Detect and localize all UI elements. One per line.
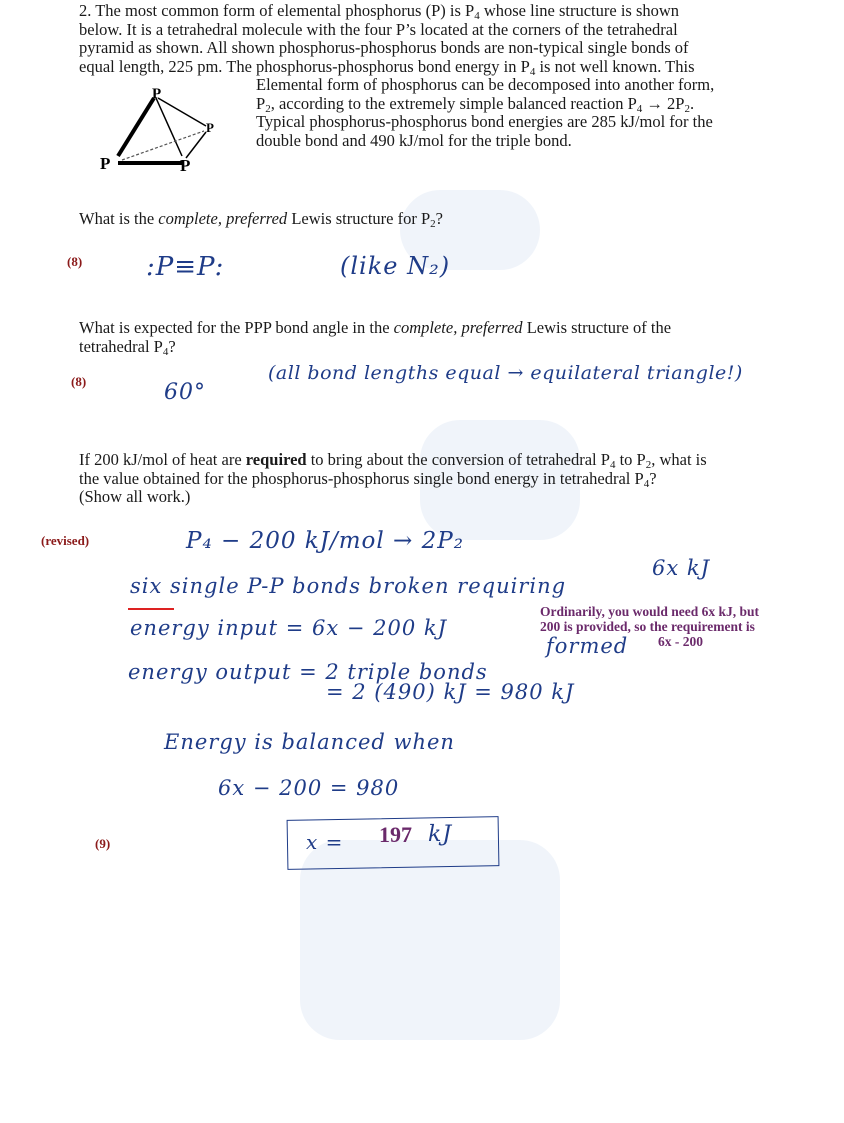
- q-emphasis: complete, preferred: [158, 209, 288, 228]
- subscript: 2: [645, 459, 652, 471]
- subscript: 4: [162, 345, 169, 358]
- scan-tint: [300, 840, 560, 1040]
- work-line-7: 6x − 200 = 980: [218, 776, 400, 800]
- p-label-bottom: P: [180, 156, 191, 175]
- bond-top-bottom: [156, 98, 182, 156]
- final-answer-x: x =: [306, 830, 344, 854]
- question-side-text: [256, 76, 816, 150]
- q-text: If 200 kJ/mol of heat are: [79, 450, 246, 469]
- part-c-points: (9): [95, 836, 111, 851]
- side-line-2-b: , according to the extremely simple balanced reaction P: [270, 93, 637, 113]
- part-a-answer: :P≡P:: [146, 252, 225, 282]
- work-line-1: P₄ − 200 kJ/mol → 2P₂: [186, 528, 464, 554]
- q-text: to P: [615, 450, 646, 469]
- subscript: 4: [643, 477, 650, 490]
- subscript: 2: [430, 218, 436, 230]
- work-line-5: = 2 (490) kJ = 980 kJ: [326, 680, 575, 704]
- p-label-right: P: [206, 120, 214, 135]
- q-text: tetrahedral P: [79, 336, 163, 356]
- p-label-left: P: [100, 154, 111, 173]
- intro-line-4-tail: is not well known. This: [535, 56, 695, 76]
- subscript: 2: [265, 102, 271, 115]
- part-a-note: (like N₂): [340, 252, 451, 280]
- side-line-2-c: → 2P: [642, 93, 685, 113]
- p-label-top: P: [152, 86, 162, 102]
- q-text: Lewis structure of the: [522, 318, 672, 337]
- part-a-points: (8): [67, 254, 83, 269]
- question-number: 2.: [79, 1, 92, 20]
- q-text: (Show all work.): [79, 487, 191, 506]
- q-text: ?: [168, 336, 176, 356]
- part-b-question: [79, 319, 809, 356]
- p4-tetrahedron-structure: [98, 84, 228, 176]
- work-line-2: six single P-P bonds broken requiring: [130, 574, 567, 598]
- intro-line-3: pyramid as shown. All shown phosphorus-phosphorus bonds are non-typical single bonds of: [79, 38, 689, 57]
- q-text: Lewis structure for P: [287, 209, 431, 228]
- question-intro: [79, 2, 819, 76]
- q-text: to bring about the conversion of tetrahedral P: [306, 450, 610, 469]
- subscript: 4: [474, 10, 480, 22]
- part-b-note: (all bond lengths equal → equilateral triangle!): [268, 362, 743, 384]
- final-answer-value: 197: [379, 822, 412, 847]
- bond-left-right-back: [122, 131, 204, 160]
- q-bold: required: [245, 450, 307, 469]
- q-text: What is the: [79, 209, 159, 228]
- side-line-2-d: .: [689, 93, 695, 113]
- subscript: 2: [684, 102, 690, 115]
- note-line: 6x - 200: [658, 634, 703, 649]
- subscript: 4: [529, 65, 536, 78]
- q-text: ?: [649, 468, 657, 488]
- q-text: , what is: [651, 450, 707, 469]
- subscript: 4: [636, 102, 643, 115]
- side-line-2-a: P: [256, 93, 266, 113]
- subscript: 4: [609, 459, 616, 471]
- note-line: 200 is provided, so the requirement is: [540, 619, 755, 634]
- bond-top-left: [118, 98, 154, 156]
- part-a-question: [79, 210, 443, 229]
- work-line-6: Energy is balanced when: [164, 730, 455, 754]
- part-b-answer: 60°: [164, 380, 206, 405]
- q-text: What is expected for the PPP bond angle in the: [79, 318, 394, 337]
- intro-line-1-tail: whose line structure is shown: [479, 1, 680, 20]
- side-line-4: double bond and 490 kJ/mol for the triple bond.: [256, 130, 572, 150]
- part-c-revised-label: (revised): [41, 533, 90, 548]
- work-line-2b: 6x kJ: [652, 556, 711, 580]
- work-line-4: energy output = 2 triple bonds: [128, 660, 488, 684]
- work-line-3: energy input = 6x − 200 kJ: [130, 616, 448, 640]
- bond-top-right: [158, 98, 206, 126]
- work-line-3b: formed: [546, 634, 629, 658]
- part-c-question: [79, 451, 809, 507]
- q-text: ?: [435, 209, 443, 228]
- q-emphasis: complete, preferred: [393, 318, 523, 337]
- note-line: Ordinarily, you would need 6x kJ, but: [540, 604, 760, 619]
- intro-line-4: equal length, 225 pm. The phosphorus-phosphorus bond energy in P: [79, 56, 530, 76]
- final-answer-unit: kJ: [428, 822, 453, 847]
- side-line-3: Typical phosphorus-phosphorus bond energies are 285 kJ/mol for the: [256, 112, 713, 131]
- side-line-1: Elemental form of phosphorus can be decomposed into another form,: [256, 75, 715, 94]
- intro-line-2: below. It is a tetrahedral molecule with the four P’s located at the corners of the tetrahedral: [79, 19, 678, 39]
- intro-line-1: The most common form of elemental phosphorus (P) is P: [95, 1, 475, 20]
- six-underline: [128, 608, 174, 610]
- part-b-points: (8): [71, 374, 87, 389]
- q-text: the value obtained for the phosphorus-phosphorus single bond energy in tetrahedral P: [79, 468, 644, 488]
